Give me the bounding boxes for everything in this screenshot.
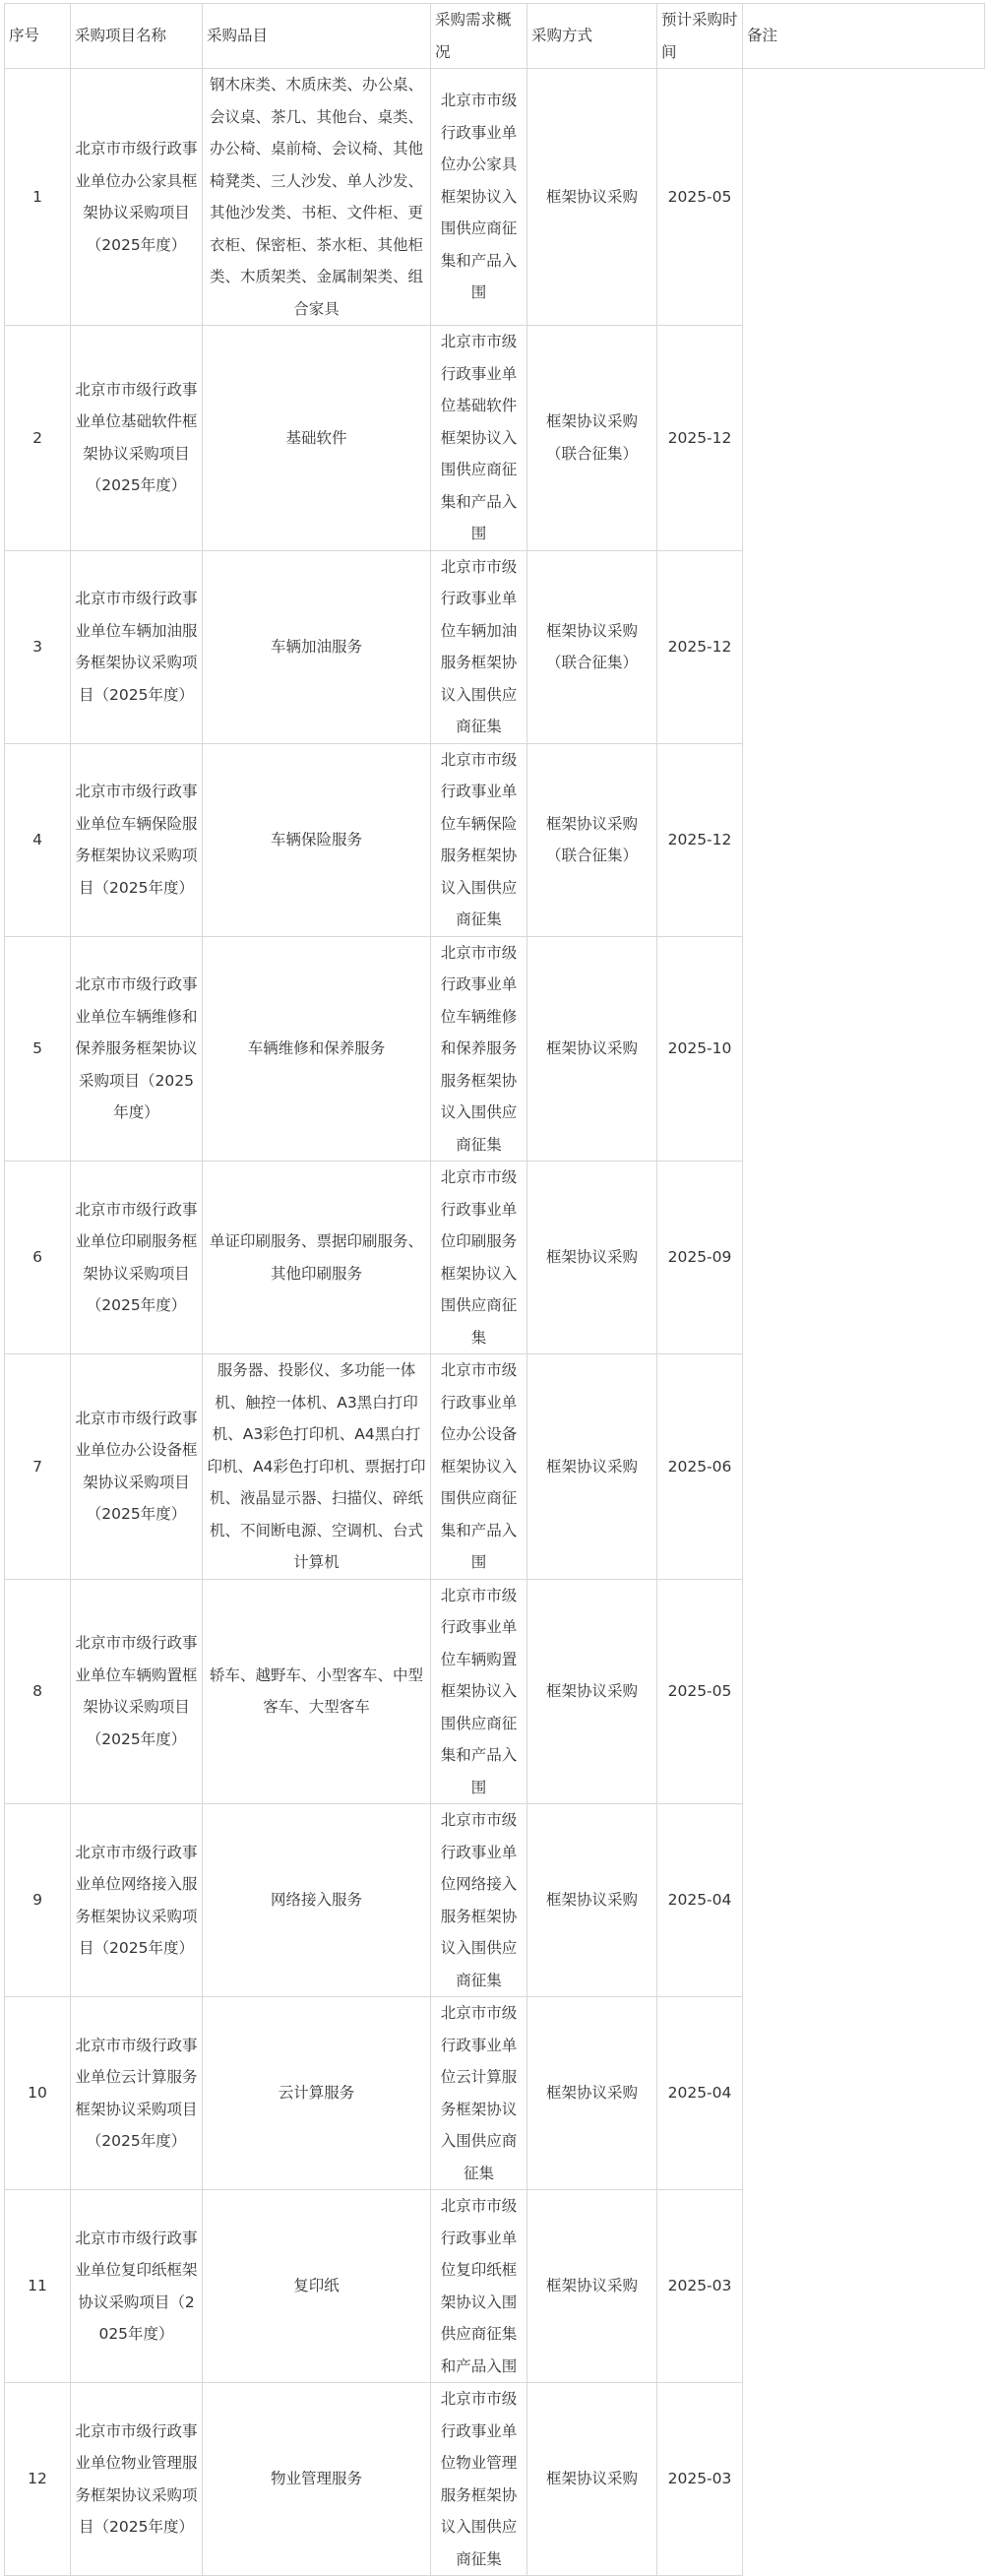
cell-no: 7 (5, 1354, 71, 1580)
cell-time: 2025-06 (657, 1354, 743, 1580)
cell-desc: 北京市市级行政事业单位印刷服务框架协议入围供应商征集 (431, 1162, 527, 1354)
header-desc: 采购需求概况 (431, 4, 527, 69)
cell-no: 9 (5, 1804, 71, 1997)
cell-items: 云计算服务 (203, 1997, 431, 2190)
cell-no: 11 (5, 2190, 71, 2383)
cell-method: 框架协议采购 (527, 1579, 657, 1804)
table-row (5, 550, 985, 743)
cell-desc: 北京市市级行政事业单位车辆保险服务框架协议入围供应商征集 (431, 743, 527, 936)
cell-time: 2025-04 (657, 1804, 743, 1997)
cell-note (743, 1354, 985, 1580)
cell-name: 北京市市级行政事业单位印刷服务框架协议采购项目（2025年度） (71, 1162, 203, 1354)
cell-time: 2025-10 (657, 936, 743, 1162)
cell-desc: 北京市市级行政事业单位云计算服务框架协议入围供应商征集 (431, 1997, 527, 2190)
table-row (5, 2383, 985, 2576)
cell-name: 北京市市级行政事业单位车辆购置框架协议采购项目（2025年度） (71, 1579, 203, 1804)
cell-items: 服务器、投影仪、多功能一体机、触控一体机、A3黑白打印机、A3彩色打印机、A4黑白打印机、A4彩色打印机、票据打印机、液晶显示器、扫描仪、碎纸机、不间断电源、空调机、台式计算机 (203, 1354, 431, 1580)
cell-no: 6 (5, 1162, 71, 1354)
cell-items: 车辆加油服务 (203, 550, 431, 743)
cell-note (743, 69, 985, 326)
cell-desc: 北京市市级行政事业单位车辆购置框架协议入围供应商征集和产品入围 (431, 1579, 527, 1804)
cell-name: 北京市市级行政事业单位车辆维修和保养服务框架协议采购项目（2025年度） (71, 936, 203, 1162)
cell-desc: 北京市市级行政事业单位网络接入服务框架协议入围供应商征集 (431, 1804, 527, 1997)
cell-name: 北京市市级行政事业单位基础软件框架协议采购项目（2025年度） (71, 326, 203, 551)
cell-method: 框架协议采购 (527, 69, 657, 326)
cell-method: 框架协议采购（联合征集） (527, 743, 657, 936)
header-note: 备注 (743, 4, 985, 69)
cell-no: 2 (5, 326, 71, 551)
cell-time: 2025-12 (657, 550, 743, 743)
cell-note (743, 1997, 985, 2190)
table-row (5, 69, 985, 326)
cell-time: 2025-04 (657, 1997, 743, 2190)
cell-name: 北京市市级行政事业单位网络接入服务框架协议采购项目（2025年度） (71, 1804, 203, 1997)
cell-desc: 北京市市级行政事业单位基础软件框架协议入围供应商征集和产品入围 (431, 326, 527, 551)
cell-note (743, 1162, 985, 1354)
cell-name: 北京市市级行政事业单位物业管理服务框架协议采购项目（2025年度） (71, 2383, 203, 2576)
table-header-row (5, 4, 985, 69)
cell-time: 2025-03 (657, 2190, 743, 2383)
cell-note (743, 326, 985, 551)
cell-method: 框架协议采购 (527, 2383, 657, 2576)
cell-method: 框架协议采购 (527, 1354, 657, 1580)
table-row (5, 2190, 985, 2383)
table-row (5, 936, 985, 1162)
cell-time: 2025-09 (657, 1162, 743, 1354)
cell-name: 北京市市级行政事业单位复印纸框架协议采购项目（2025年度） (71, 2190, 203, 2383)
cell-name: 北京市市级行政事业单位办公设备框架协议采购项目（2025年度） (71, 1354, 203, 1580)
cell-desc: 北京市市级行政事业单位车辆维修和保养服务服务框架协议入围供应商征集 (431, 936, 527, 1162)
cell-method: 框架协议采购（联合征集） (527, 550, 657, 743)
cell-time: 2025-05 (657, 69, 743, 326)
cell-note (743, 2383, 985, 2576)
cell-items: 钢木床类、木质床类、办公桌、会议桌、茶几、其他台、桌类、办公椅、桌前椅、会议椅、其他椅凳类、三人沙发、单人沙发、其他沙发类、书柜、文件柜、更衣柜、保密柜、茶水柜、其他柜类、木质架类、金属制架类、组合家具 (203, 69, 431, 326)
table-row (5, 1162, 985, 1354)
cell-note (743, 743, 985, 936)
cell-items: 单证印刷服务、票据印刷服务、其他印刷服务 (203, 1162, 431, 1354)
cell-desc: 北京市市级行政事业单位车辆加油服务框架协议入围供应商征集 (431, 550, 527, 743)
cell-name: 北京市市级行政事业单位车辆加油服务框架协议采购项目（2025年度） (71, 550, 203, 743)
header-time: 预计采购时间 (657, 4, 743, 69)
cell-time: 2025-03 (657, 2383, 743, 2576)
cell-name: 北京市市级行政事业单位车辆保险服务框架协议采购项目（2025年度） (71, 743, 203, 936)
cell-method: 框架协议采购 (527, 1162, 657, 1354)
cell-no: 12 (5, 2383, 71, 2576)
cell-no: 8 (5, 1579, 71, 1804)
cell-note (743, 1804, 985, 1997)
header-method: 采购方式 (527, 4, 657, 69)
table-row (5, 326, 985, 551)
cell-method: 框架协议采购（联合征集） (527, 326, 657, 551)
cell-time: 2025-12 (657, 743, 743, 936)
cell-no: 4 (5, 743, 71, 936)
cell-no: 1 (5, 69, 71, 326)
cell-items: 物业管理服务 (203, 2383, 431, 2576)
cell-desc: 北京市市级行政事业单位物业管理服务框架协议入围供应商征集 (431, 2383, 527, 2576)
cell-time: 2025-05 (657, 1579, 743, 1804)
cell-desc: 北京市市级行政事业单位办公设备框架协议入围供应商征集和产品入围 (431, 1354, 527, 1580)
cell-name: 北京市市级行政事业单位云计算服务框架协议采购项目（2025年度） (71, 1997, 203, 2190)
cell-no: 5 (5, 936, 71, 1162)
cell-items: 复印纸 (203, 2190, 431, 2383)
cell-method: 框架协议采购 (527, 2190, 657, 2383)
cell-no: 3 (5, 550, 71, 743)
cell-items: 轿车、越野车、小型客车、中型客车、大型客车 (203, 1579, 431, 1804)
table-row (5, 1997, 985, 2190)
cell-method: 框架协议采购 (527, 936, 657, 1162)
cell-note (743, 550, 985, 743)
procurement-table (4, 3, 985, 2576)
cell-items: 车辆保险服务 (203, 743, 431, 936)
header-items: 采购品目 (203, 4, 431, 69)
table-body (5, 69, 985, 2576)
cell-method: 框架协议采购 (527, 1804, 657, 1997)
cell-items: 基础软件 (203, 326, 431, 551)
cell-note (743, 936, 985, 1162)
cell-no: 10 (5, 1997, 71, 2190)
header-name: 采购项目名称 (71, 4, 203, 69)
table-row (5, 743, 985, 936)
cell-method: 框架协议采购 (527, 1997, 657, 2190)
table-row (5, 1354, 985, 1580)
cell-desc: 北京市市级行政事业单位复印纸框架协议入围供应商征集和产品入围 (431, 2190, 527, 2383)
header-no: 序号 (5, 4, 71, 69)
cell-desc: 北京市市级行政事业单位办公家具框架协议入围供应商征集和产品入围 (431, 69, 527, 326)
cell-items: 网络接入服务 (203, 1804, 431, 1997)
cell-items: 车辆维修和保养服务 (203, 936, 431, 1162)
cell-note (743, 1579, 985, 1804)
table-row (5, 1579, 985, 1804)
table-row (5, 1804, 985, 1997)
cell-name: 北京市市级行政事业单位办公家具框架协议采购项目（2025年度） (71, 69, 203, 326)
cell-time: 2025-12 (657, 326, 743, 551)
cell-note (743, 2190, 985, 2383)
